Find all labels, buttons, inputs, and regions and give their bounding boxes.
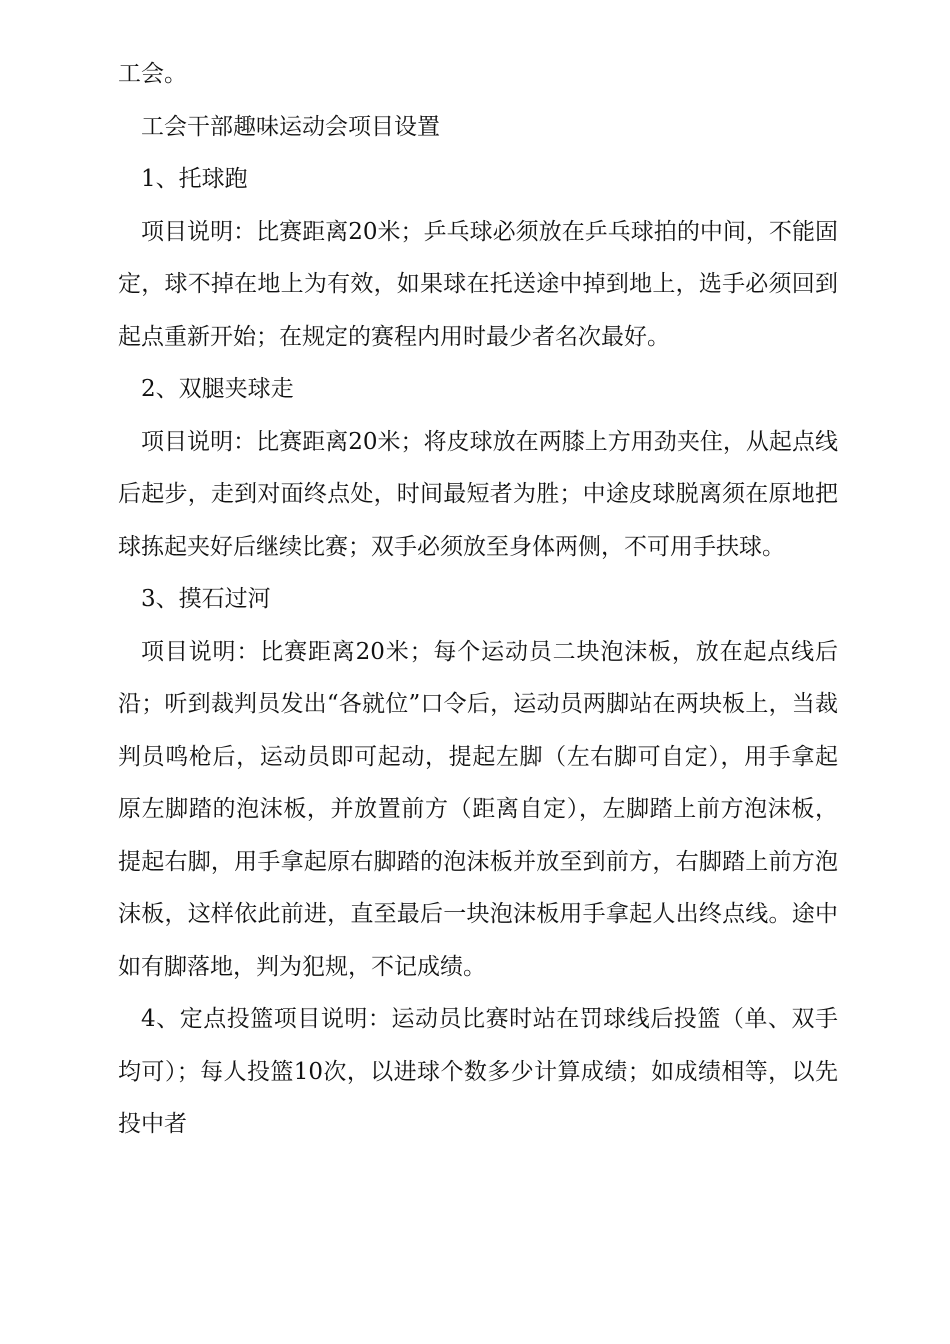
item-description-3: 项目说明：比赛距离20米；每个运动员二块泡沫板，放在起点线后沿；听到裁判员发出“各就位”口令后，运动员两脚站在两块板上，当裁判员鸣枪后，运动员即可起动，提起左脚（左右脚可自定），用手拿起原左脚踏的泡沫板，并放置前方（距离自定），左脚踏上前方泡沫板，提起右脚，用手拿起原右脚踏的泡沫板并放至到前方，右脚踏上前方泡沫板，这样依此前进，直至最后一块泡沫板用手拿起人出终点线。途中如有脚落地，判为犯规，不记成绩。 (118, 638, 838, 980)
document-page (118, 48, 838, 1151)
item-heading-3: 3、摸石过河 (141, 586, 271, 612)
paragraph-continuation: 工会。 (118, 61, 187, 87)
item-description-4: 4、定点投篮项目说明：运动员比赛时站在罚球线后投篮（单、双手均可）；每人投篮10次，以进球个数多少计算成绩；如成绩相等，以先投中者 (118, 1006, 838, 1137)
item-heading-2: 2、双腿夹球走 (141, 376, 294, 402)
section-heading: 工会干部趣味运动会项目设置 (141, 113, 440, 140)
item-description-1: 项目说明：比赛距离20米；乒乓球必须放在乒乓球拍的中间，不能固定，球不掉在地上为有效，如果球在托送途中掉到地上，选手必须回到起点重新开始；在规定的赛程内用时最少者名次最好。 (118, 218, 838, 350)
item-description-2: 项目说明：比赛距离20米；将皮球放在两膝上方用劲夹住，从起点线后起步，走到对面终点处，时间最短者为胜；中途皮球脱离须在原地把球拣起夹好后继续比赛；双手必须放至身体两侧，不可用手扶球。 (118, 428, 838, 560)
item-heading-1: 1、托球跑 (141, 166, 248, 192)
